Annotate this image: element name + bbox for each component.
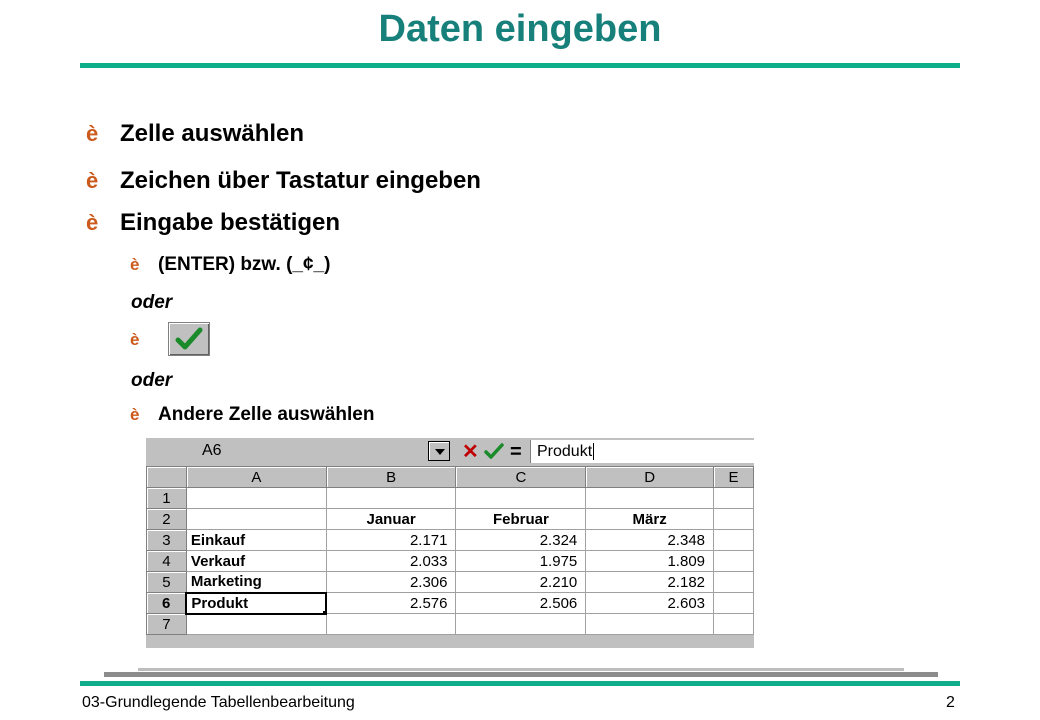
column-header-b[interactable]: B — [326, 467, 456, 488]
slide-title: Daten eingeben — [378, 8, 662, 50]
cell[interactable]: Einkauf — [186, 530, 326, 551]
cell[interactable] — [186, 614, 326, 635]
cell[interactable] — [456, 488, 586, 509]
cell[interactable]: Verkauf — [186, 551, 326, 572]
check-icon — [175, 326, 203, 352]
enter-check-icon[interactable] — [484, 442, 504, 464]
table-row — [147, 614, 754, 635]
cell[interactable] — [326, 488, 456, 509]
column-header-d[interactable]: D — [586, 467, 714, 488]
footer-shadow-line — [104, 672, 938, 677]
cell[interactable]: 2.306 — [326, 572, 456, 593]
cell[interactable]: 2.324 — [456, 530, 586, 551]
function-equals-icon[interactable]: = — [510, 441, 522, 463]
bullet-text: Zelle auswählen — [120, 120, 305, 147]
cell[interactable] — [326, 614, 456, 635]
bullet-text: Eingabe bestätigen — [120, 209, 341, 236]
cell[interactable] — [714, 572, 754, 593]
subbullet-enter-key — [130, 254, 330, 276]
bullet-confirm-input — [86, 209, 340, 237]
arrow-bullet-icon: è — [86, 168, 99, 193]
subbullet-check-button — [130, 330, 158, 350]
row-header[interactable]: 3 — [147, 530, 187, 551]
row-header[interactable]: 5 — [147, 572, 187, 593]
footer-divider — [80, 681, 960, 686]
subbullet-text: Andere Zelle auswählen — [158, 404, 375, 425]
cell-month-header[interactable]: März — [586, 509, 714, 530]
cell[interactable] — [186, 509, 326, 530]
bullet-select-cell — [86, 120, 304, 148]
cell-month-header[interactable]: Februar — [456, 509, 586, 530]
cell[interactable] — [186, 488, 326, 509]
oder-label: oder — [131, 292, 173, 313]
footer-shadow-line — [138, 668, 904, 671]
arrow-bullet-icon: è — [130, 330, 140, 349]
subbullet-other-cell — [130, 404, 374, 426]
cell[interactable] — [586, 488, 714, 509]
table-row — [147, 530, 754, 551]
cell[interactable]: 2.348 — [586, 530, 714, 551]
arrow-bullet-icon: è — [86, 210, 99, 235]
text-caret — [593, 443, 594, 460]
cell[interactable] — [714, 593, 754, 614]
oder-label: oder — [131, 370, 173, 391]
arrow-bullet-icon: è — [86, 121, 99, 146]
cell[interactable]: 1.975 — [456, 551, 586, 572]
cell[interactable]: 2.210 — [456, 572, 586, 593]
select-all-corner[interactable] — [147, 467, 187, 488]
cell[interactable] — [714, 530, 754, 551]
page-number: 2 — [946, 694, 955, 711]
name-box-dropdown-button[interactable] — [428, 441, 450, 461]
bullet-text: Zeichen über Tastatur eingeben — [120, 167, 481, 194]
cell[interactable]: 2.033 — [326, 551, 456, 572]
column-header-e[interactable]: E — [714, 467, 754, 488]
column-header-row — [147, 467, 754, 488]
row-header[interactable]: 7 — [147, 614, 187, 635]
footer-course-title: 03-Grundlegende Tabellenbearbeitung — [82, 694, 355, 711]
row-header[interactable]: 2 — [147, 509, 187, 530]
cell[interactable] — [586, 614, 714, 635]
cell[interactable]: 2.182 — [586, 572, 714, 593]
cell[interactable]: Marketing — [186, 572, 326, 593]
arrow-bullet-icon: è — [130, 255, 140, 274]
cell[interactable]: 2.603 — [586, 593, 714, 614]
active-cell[interactable]: Produkt — [186, 593, 326, 614]
formula-bar — [146, 438, 754, 464]
cell[interactable] — [714, 509, 754, 530]
cell[interactable] — [714, 551, 754, 572]
name-box[interactable]: A6 — [184, 441, 306, 461]
formula-input[interactable] — [530, 440, 754, 463]
table-row — [147, 509, 754, 530]
cell-month-header[interactable]: Januar — [326, 509, 456, 530]
arrow-bullet-icon: è — [130, 405, 140, 424]
table-row — [147, 572, 754, 593]
formula-value: Produkt — [537, 443, 593, 460]
table-row — [147, 551, 754, 572]
column-header-a[interactable]: A — [186, 467, 326, 488]
table-row — [147, 593, 754, 614]
cell[interactable]: 2.576 — [326, 593, 456, 614]
cell[interactable]: 2.171 — [326, 530, 456, 551]
confirm-check-button[interactable] — [168, 322, 210, 356]
cell[interactable]: 2.506 — [456, 593, 586, 614]
cell[interactable] — [714, 614, 754, 635]
row-header[interactable]: 4 — [147, 551, 187, 572]
cell-grid — [146, 466, 754, 635]
cell[interactable] — [456, 614, 586, 635]
cancel-icon[interactable]: ✕ — [462, 441, 479, 463]
title-divider — [80, 63, 960, 68]
subbullet-text: (ENTER) bzw. (_¢_) — [158, 254, 331, 275]
spreadsheet-screenshot — [146, 438, 754, 648]
row-header[interactable]: 1 — [147, 488, 187, 509]
bullet-type-characters — [86, 167, 481, 195]
column-header-c[interactable]: C — [456, 467, 586, 488]
row-header-selected[interactable]: 6 — [147, 593, 187, 614]
cell[interactable]: 1.809 — [586, 551, 714, 572]
cell[interactable] — [714, 488, 754, 509]
table-row — [147, 488, 754, 509]
